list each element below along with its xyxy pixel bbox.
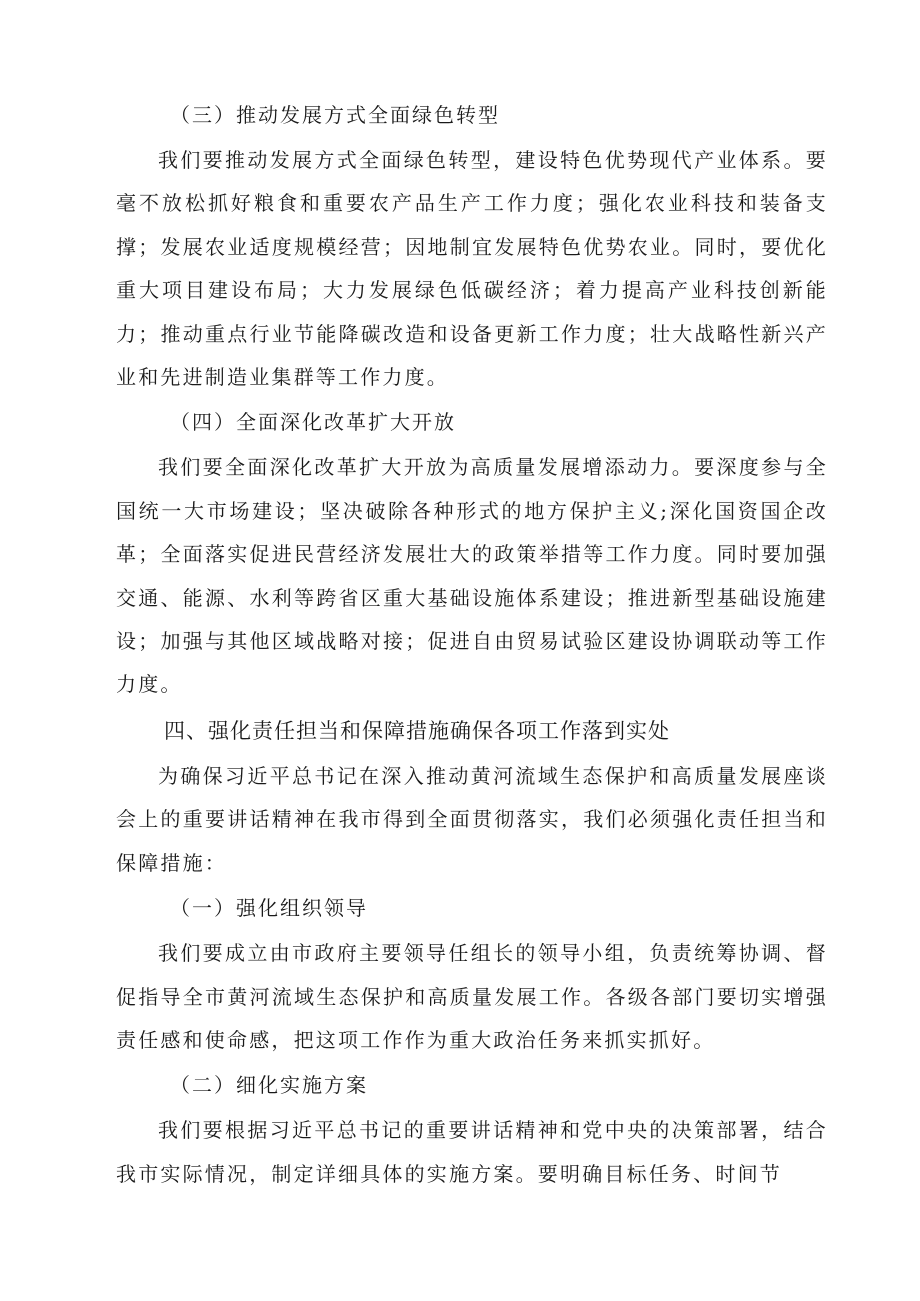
- paragraph-organization: 我们要成立由市政府主要领导任组长的领导小组，负责统筹协调、督促指导全市黄河流域生态保护和高质量发展工作。各级各部门要切实增强责任感和使命感，把这项工作作为重大政治任务来抓实抓好。: [116, 941, 828, 1052]
- subheading-reform-opening: （四）全面深化改革扩大开放: [170, 410, 456, 435]
- subheading-green-transformation: （三）推动发展方式全面绿色转型: [170, 103, 500, 127]
- section-heading-responsibility: 四、强化责任担当和保障措施确保各项工作落到实处: [164, 718, 670, 743]
- paragraph-green-transformation: 我们要推动发展方式全面绿色转型，建设特色优势现代产业体系。要毫不放松抓好粮食和重要农产品生产工作力度；强化农业科技和装备支撑；发展农业适度规模经营；因地制宜发展特色优势农业。同时，要优化重大项目建设布局；大力发展绿色低碳经济；着力提高产业科技创新能力；推动重点行业节能降碳改造和设备更新工作力度；壮大战略性新兴产业和先进制造业集群等工作力度。: [116, 148, 828, 390]
- subheading-organization: （一）强化组织领导: [170, 896, 368, 921]
- paragraph-reform-opening: 我们要全面深化改革扩大开放为高质量发展增添动力。要深度参与全国统一大市场建设；坚决破除各种形式的地方保护主义;深化国资国企改革；全面落实促进民营经济发展壮大的政策举措等工作力度。同时要加强交通、能源、水利等跨省区重大基础设施体系建设；推进新型基础设施建设；加强与其他区域战略对接；促进自由贸易试验区建设协调联动等工作力度。: [116, 455, 828, 697]
- paragraph-implementation-plan: 我们要根据习近平总书记的重要讲话精神和党中央的决策部署，结合我市实际情况，制定详细具体的实施方案。要明确目标任务、时间节: [116, 1118, 828, 1186]
- subheading-implementation-plan: （二）细化实施方案: [170, 1073, 368, 1098]
- paragraph-responsibility-intro: 为确保习近平总书记在深入推动黄河流域生态保护和高质量发展座谈会上的重要讲话精神在我市得到全面贯彻落实，我们必须强化责任担当和保障措施：: [116, 763, 828, 875]
